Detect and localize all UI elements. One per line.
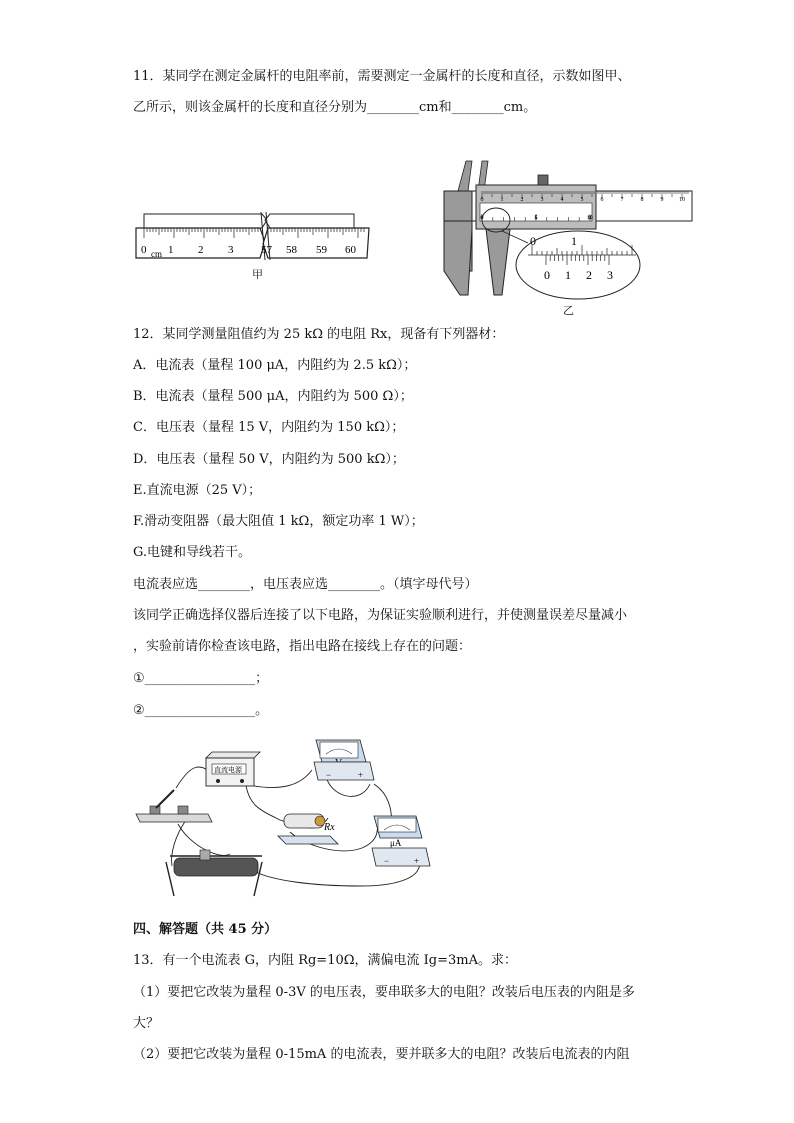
caliper-vernier-label: 5 (534, 216, 538, 221)
caliper-vernier-label: 10 (587, 216, 593, 221)
q13-part2-line1: （2）要把它改装为量程 0-15mA 的电流表，要并联多大的电阻？改装后电流表的内阻 (133, 1047, 630, 1062)
ruler-label-60: 60 (345, 244, 356, 256)
resistor-rx (278, 836, 338, 844)
resistor-label: Rx (324, 822, 335, 833)
power-supply (206, 752, 260, 758)
ruler-label-57: 57 (261, 244, 272, 256)
ruler-figure (134, 210, 374, 262)
rheostat (174, 858, 258, 876)
circuit-figure (130, 736, 440, 898)
ruler-label-1: 1 (168, 244, 174, 256)
caliper-main-label: 9 (660, 197, 664, 203)
zoom-vern-2: 2 (586, 268, 592, 282)
caliper-main-label: 3 (540, 197, 544, 203)
q12-option-c: C．电压表（量程 15 V，内阻约为 150 kΩ）； (133, 420, 405, 435)
q13-stem: 13．有一个电流表 G，内阻 Rg=10Ω，满偏电流 Ig=3mA。求： (133, 953, 517, 968)
zoom-vern-0: 0 (544, 268, 550, 282)
voltmeter-minus: − (326, 770, 332, 780)
power-label: 直流电源 (214, 766, 242, 774)
caliper-figure (438, 155, 698, 303)
q12-option-e: E.直流电源（25 V）； (133, 483, 262, 498)
zoom-main-1: 1 (571, 234, 577, 248)
zoom-vern-1: 1 (565, 268, 571, 282)
q12-option-a: A．电流表（量程 100 μA，内阻约为 2.5 kΩ）； (133, 358, 417, 373)
ruler-unit: cm (151, 249, 162, 259)
ruler-label-58: 58 (286, 244, 297, 256)
q12-option-d: D．电压表（量程 50 V，内阻约为 500 kΩ）； (133, 452, 405, 467)
q12-blank-1: ①_________________； (133, 671, 269, 686)
caliper-main-label: 8 (640, 197, 644, 203)
q12-para2: ，实验前请你检查该电路，指出电路在接线上存在的问题： (133, 639, 472, 654)
q12-fill: 电流表应选________，电压表应选________。（填字母代号） (133, 577, 478, 592)
ammeter-plus: + (414, 856, 420, 866)
caliper-vernier-label: 0 (480, 216, 484, 221)
ruler-label-2: 2 (198, 244, 204, 256)
ruler-label-59: 59 (316, 244, 327, 256)
ruler-label-3: 3 (228, 244, 234, 256)
caliper-caption: 乙 (563, 304, 574, 317)
caliper-main-label: 6 (600, 197, 604, 203)
caliper-main-label: 5 (580, 197, 584, 203)
q12-blank-2: ②_________________。 (133, 703, 269, 718)
section4-title: 四、解答题（共 45 分） (133, 922, 278, 937)
q12-option-f: F.滑动变阻器（最大阻值 1 kΩ，额定功率 1 W）； (133, 514, 424, 529)
caliper-main-label: 7 (620, 197, 624, 203)
zoom-vern-3: 3 (607, 268, 613, 282)
ruler-caption: 甲 (252, 268, 263, 281)
caliper-main-label: 1 (500, 197, 504, 203)
caliper-main-label: 10 (679, 197, 685, 203)
q12-stem: 12．某同学测量阻值约为 25 kΩ 的电阻 Rx，现备有下列器材： (133, 327, 505, 342)
caliper-main-label: 2 (520, 197, 524, 203)
q13-part1-line1: （1）要把它改装为量程 0-3V 的电压表，要串联多大的电阻？改装后电压表的内阻是多 (133, 985, 635, 1000)
voltmeter-plus: + (358, 770, 364, 780)
q11-line2: 乙所示，则该金属杆的长度和直径分别为________cm和________cm。 (133, 100, 537, 115)
q12-option-g: G.电键和导线若干。 (133, 545, 252, 560)
zoom-main-0: 0 (530, 234, 536, 248)
caliper-main-label: 0 (480, 197, 484, 203)
q12-para1: 该同学正确选择仪器后连接了以下电路，为保证实验顺利进行，并使测量误差尽量减小 (133, 608, 628, 623)
ammeter-label: μA (390, 838, 402, 848)
caliper-main-label: 4 (560, 197, 564, 203)
ammeter-minus: − (384, 856, 390, 866)
q13-part1-line2: 大？ (133, 1016, 160, 1031)
q11-line1: 11．某同学在测定金属杆的电阻率前，需要测定一金属杆的长度和直径，示数如图甲、 (133, 69, 631, 84)
ruler-label-0: 0 (141, 244, 147, 256)
q12-option-b: B．电流表（量程 500 μA，内阻约为 500 Ω）； (133, 389, 413, 404)
